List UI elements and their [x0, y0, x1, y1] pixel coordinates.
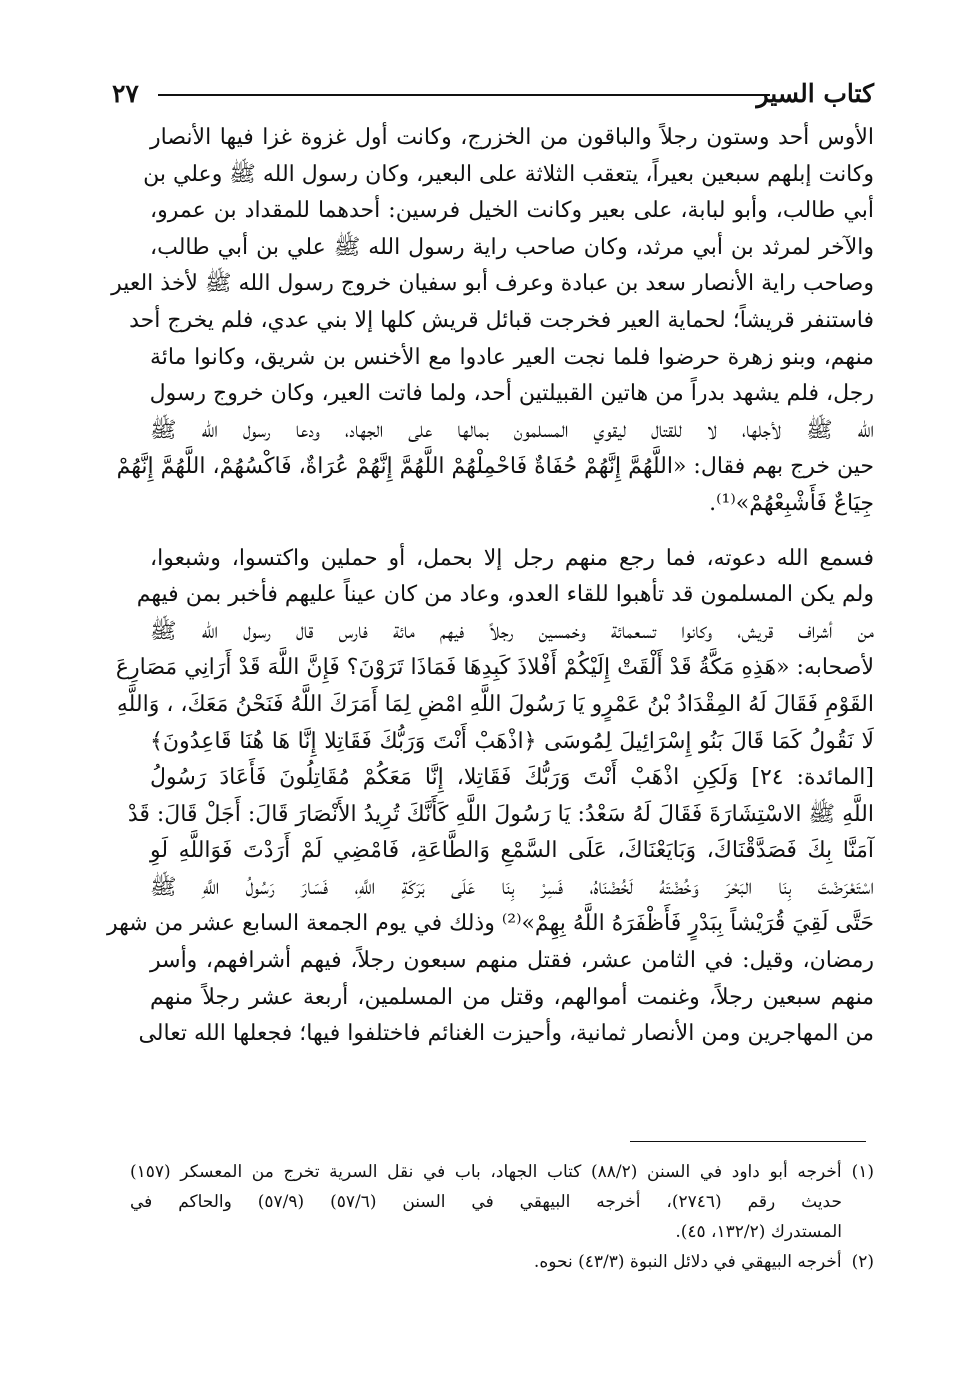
text-line: منهم سبعين رجلاً، وغنمت أموالهم، وقتل من المسلمين، أربعة عشر رجلاً منهم	[150, 984, 874, 1010]
footnotes	[130, 1157, 874, 1277]
text-line: جِيَاعٌ فَأَشْبِعْهُمْ»⁽¹⁾.	[709, 490, 874, 516]
footnote-number: (١)	[851, 1162, 874, 1182]
text-line: آمَنَّا بِكَ فَصَدَّقْنَاكَ، وَبَايَعْنَاكَ، عَلَى السَّمْعِ وَالطَّاعَةِ، فَامْضِي لَمْ أَرَدْتَ فَوَاللَّهِ لَوِ	[150, 838, 874, 864]
main-text	[107, 120, 874, 1053]
footnote-1	[130, 1157, 874, 1247]
footnote-number: (٢)	[851, 1252, 874, 1272]
text-line: القَوْمِ فَقَالَ لَهُ المِقْدَادُ بْنُ عَمْرٍو يَا رَسُولَ اللَّهِ امْضِ لِمَا أَمَرَكَ اللَّهُ فَنَحْنُ مَعَكَ، ، وَاللَّهِ	[116, 691, 874, 717]
text-line: من أشراف قريش، وكانوا تسعمائة وخمسين رجلاً فيهم مائة فارس قال رسول الله ﷺ	[150, 618, 874, 644]
footnote-line	[130, 1157, 874, 1187]
footnote-text: أخرجه أبو داود في السنن (٨٨/٢) كتاب الجهاد، باب في نقل السرية تخرج من المعسكر (١٥٧)	[130, 1162, 842, 1182]
footnote-line: حديث رقم (٢٧٤٦)، أخرجه البيهقي في السنن (٥٧/٦) (٥٧/٩) والحاكم في	[130, 1192, 842, 1212]
footnote-line	[130, 1247, 874, 1277]
text-line: رجل، فلم يشهد بدراً من هاتين القبيلتين أحد، ولما فاتت العير، وكان خروج رسول	[149, 381, 874, 407]
paragraph-2	[107, 541, 874, 1053]
footnote-2	[130, 1247, 874, 1277]
text-line: حين خرج بهم فقال: «اللَّهُمَّ إِنَّهُمْ حُفَاةٌ فَاحْمِلْهُمْ اللَّهُمَّ إِنَّهُمْ عُرَاةٌ، فَاكْسُهُمْ، اللَّهُمَّ إِنَّهُمْ	[116, 454, 874, 480]
text-line: فاستنفر قريشاً؛ لحماية العير فخرجت قبائل قريش كلها إلا بني عدي، فلم يخرج أحد	[129, 307, 874, 333]
chapter-title: كتاب السير	[756, 79, 874, 108]
text-line: الأوس أحد وستون رجلاً والباقون من الخزرج، وكانت أول غزوة غزا فيها الأنصار	[150, 125, 874, 150]
text-line: اسْتَعْرَضْتَ بِنَا البَحْرَ وَخُضْتَهُ لَخُضْنَاهُ، فَسِرْ بِنَا عَلَى بَرَكَةِ اللَّهِ، فَسَارَ رَسُولُ اللَّهِ ﷺ	[150, 874, 874, 900]
footnote-text: أخرجه البيهقي في دلائل النبوة (٤٣/٣) نحوه.	[533, 1252, 842, 1272]
footnote-line: المستدرك (١٣٢/٢، ٤٥).	[675, 1222, 842, 1242]
text-line: الله ﷺ لأجلها، لا للقتال ليقوي المسلمون بمالها على الجهاد، ودعا رسول الله ﷺ	[150, 417, 874, 443]
text-line: لَا نَقُولُ كَمَا قَالَ بَنُو إِسْرَائِيلَ لِمُوسَى ﴿اذْهَبْ أَنْتَ وَرَبُّكَ فَقَاتِلا إِنَّا هَا هُنَا قَاعِدُونَ﴾	[150, 728, 874, 754]
text-line: حَتَّى لَقِيَ قُرَيْشاً بِبَدْرٍ فَأَظْفَرَهُ اللَّهُ بِهِمْ»⁽²⁾ وذلك في يوم الجمعة السابع عشر من شهر	[107, 911, 874, 937]
paragraph-1	[111, 120, 874, 523]
text-line: فسمع الله دعوته، فما رجع منهم رجل إلا بحمل، أو حملين واكتسوا، وشبعوا،	[150, 545, 874, 571]
page-number: ٢٧	[112, 79, 139, 108]
running-header	[112, 78, 874, 114]
text-line: لأصحابه: «هَذِهِ مَكَّةُ قَدْ أَلْقَتْ إِلَيْكُمْ أَفْلاذَ كَبِدِهَا فَمَاذَا تَرَوْنَ؟ فَإِنَّ اللَّهَ قَدْ أَرَانِي مَصَارِعَ	[115, 655, 874, 681]
text-line: [المائدة: ٢٤] وَلَكِنِ اذْهَبْ أَنْتَ وَرَبُّكَ فَقَاتِلا، إِنَّا مَعَكُمْ مُقَاتِلُونَ فَأَعَادَ رَسُولُ	[150, 765, 874, 791]
text-line: اللَّهِ ﷺ الاسْتِشَارَةَ فَقَالَ لَهُ سَعْدُ: يَا رَسُولَ اللَّهِ كَأَنَّكَ تُرِيدُ الأَنْصَارَ قَالَ: أَجَلْ قَالَ: قَدْ	[127, 801, 874, 827]
text-line: أبي طالب، وأبو لبابة، على بعير وكانت الخيل فرسين: أحدهما للمقداد بن عمرو،	[150, 198, 874, 224]
header-rule	[158, 94, 770, 96]
text-line: منهم، وبنو زهرة حرضوا فلما نجت العير عادوا مع الأخنس بن شريق، وكانوا مائة	[150, 344, 874, 370]
text-line: رمضان، وقيل: في الثامن عشر، فقتل منهم سبعون رجلاً، فيهم أشرافهم، وأسر	[150, 948, 874, 974]
text-line: والآخر لمرثد بن أبي مرثد، وكان صاحب راية رسول الله ﷺ علي بن أبي طالب،	[150, 234, 874, 260]
text-line: ولم يكن المسلمون قد تأهبوا للقاء العدو، وعاد من كان عيناً عليهم فأخبر بمن فيهم	[136, 582, 874, 608]
text-line: وكانت إبلهم سبعين بعيراً، يتعقب الثلاثة على البعير، وكان رسول الله ﷺ وعلي بن	[143, 161, 874, 187]
text-line: وصاحب راية الأنصار سعد بن عبادة وعرف أبو سفيان خروج رسول الله ﷺ لأخذ العير	[111, 271, 874, 297]
text-line: من المهاجرين ومن الأنصار ثمانية، وأحيزت الغنائم فاختلفوا فيها؛ فجعلها الله تعالى	[138, 1021, 874, 1047]
footnote-separator	[630, 1141, 866, 1142]
